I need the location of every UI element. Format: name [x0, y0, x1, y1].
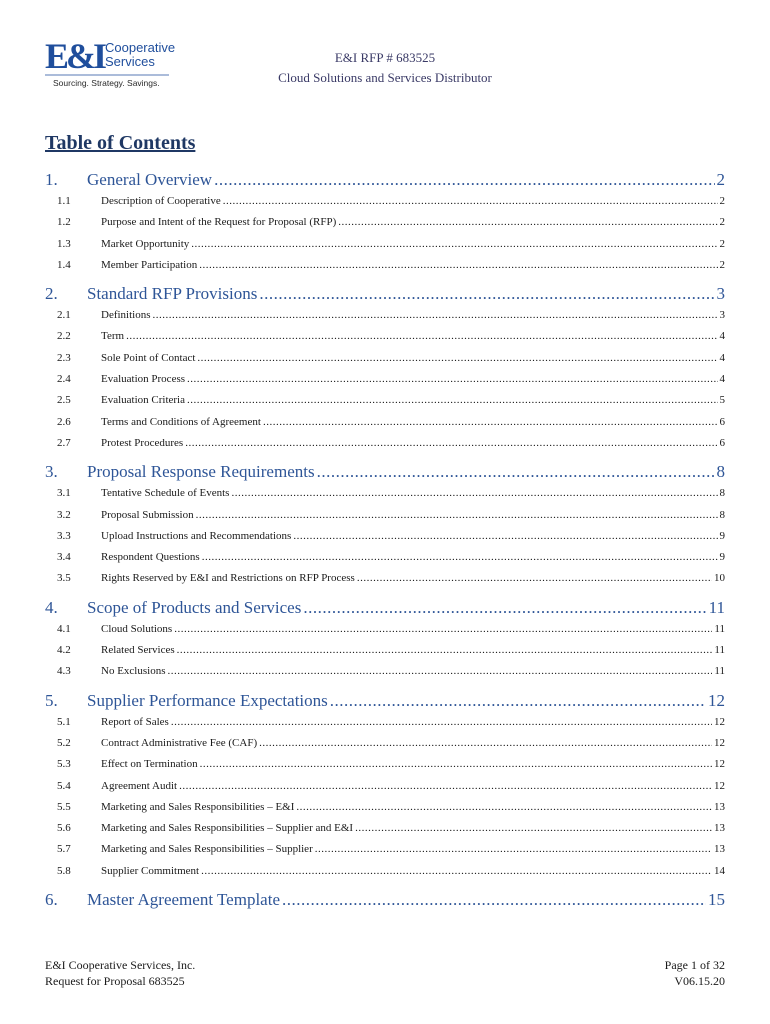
- toc-dot-leader: [355, 822, 712, 834]
- toc-section-entry[interactable]: [45, 462, 725, 487]
- toc-subsection-page: 12: [714, 779, 725, 792]
- logo-tagline: Sourcing. Strategy. Savings.: [53, 78, 160, 88]
- toc-subsection-number: 5.6: [57, 822, 71, 835]
- toc-section-title: Master Agreement Template: [87, 890, 280, 910]
- toc-subsection-entry[interactable]: [45, 309, 725, 330]
- toc-dot-leader: [296, 801, 712, 813]
- toc-subsection-number: 3.5: [57, 572, 71, 585]
- toc-subsection-page: 11: [714, 644, 725, 657]
- toc-subsection-entry[interactable]: [45, 758, 725, 779]
- toc-subsection-page: 13: [714, 822, 725, 835]
- toc-subsection-title: Rights Reserved by E&I and Restrictions on RFP Process: [101, 572, 355, 585]
- toc-subsection-number: 5.1: [57, 715, 71, 728]
- toc-dot-leader: [179, 780, 712, 792]
- toc-subsection-title: Member Participation: [101, 258, 198, 271]
- toc-dot-leader: [185, 437, 717, 449]
- toc-subsection-page: 4: [719, 351, 725, 364]
- rfp-number: E&I RFP # 683525: [334, 50, 436, 65]
- toc-subsection-title: No Exclusions: [101, 665, 166, 678]
- toc-subsection-page: 12: [714, 736, 725, 749]
- toc-section-page: 8: [716, 462, 725, 482]
- toc-subsection-title: Tentative Schedule of Events: [101, 487, 230, 500]
- toc-subsection-entry[interactable]: [45, 530, 725, 551]
- toc-section-entry[interactable]: [45, 284, 725, 309]
- toc-dot-leader: [357, 572, 712, 584]
- toc-subsection-page: 14: [714, 864, 725, 877]
- toc-section-page: 15: [708, 890, 725, 910]
- toc-subsection-entry[interactable]: [45, 437, 725, 458]
- toc-section-number: 2.: [45, 284, 58, 304]
- toc-section-title: Scope of Products and Services: [87, 597, 302, 617]
- toc-subsection-number: 5.5: [57, 800, 71, 813]
- footer-left: [45, 957, 195, 989]
- toc-dot-leader: [171, 716, 712, 728]
- toc-subsection-title: Report of Sales: [101, 715, 169, 728]
- toc-subsection-title: Evaluation Process: [101, 373, 186, 386]
- toc-subsection-title: Marketing and Sales Responsibilities – Supplier: [101, 843, 313, 856]
- toc-subsection-title: Terms and Conditions of Agreement: [101, 415, 261, 428]
- toc-section-page: 11: [708, 597, 725, 617]
- toc-subsection-title: Term: [101, 330, 125, 343]
- toc-subsection-entry[interactable]: [45, 780, 725, 801]
- toc-dot-leader: [231, 487, 717, 499]
- toc-subsection-entry[interactable]: [45, 665, 725, 686]
- toc-subsection-entry[interactable]: [45, 195, 725, 216]
- toc-subsection-title: Marketing and Sales Responsibilities – Supplier and E&I: [101, 822, 354, 835]
- logo-line1: Cooperative: [105, 40, 175, 55]
- toc-section-entry[interactable]: [45, 691, 725, 716]
- toc-subsection-entry[interactable]: [45, 843, 725, 864]
- toc-dot-leader: [293, 530, 717, 542]
- toc-subsection-entry[interactable]: [45, 259, 725, 280]
- document-header: [200, 48, 570, 88]
- logo-line2: Services: [105, 54, 155, 69]
- toc-section-entry[interactable]: [45, 598, 725, 623]
- toc-dot-leader: [200, 758, 712, 770]
- toc-subsection-page: 12: [714, 715, 725, 728]
- toc-section-number: 1.: [45, 170, 58, 189]
- toc-subsection-page: 2: [719, 237, 725, 250]
- toc-subsection-entry[interactable]: [45, 801, 725, 822]
- toc-subsection-entry[interactable]: [45, 373, 725, 394]
- toc-subsection-page: 4: [719, 330, 725, 343]
- toc-subsection-number: 4.3: [57, 665, 71, 678]
- toc-subsection-page: 4: [719, 373, 725, 386]
- toc-dot-leader: [223, 195, 718, 207]
- toc-subsection-number: 2.6: [57, 415, 71, 428]
- toc-subsection-entry[interactable]: [45, 572, 725, 593]
- toc-subsection-number: 3.4: [57, 551, 71, 564]
- toc-subsection-entry[interactable]: [45, 238, 725, 259]
- toc-section-number: 3.: [45, 462, 58, 482]
- toc-subsection-title: Effect on Termination: [101, 758, 198, 771]
- toc-subsection-page: 9: [719, 529, 725, 542]
- toc-dot-leader: [196, 509, 718, 521]
- toc-dot-leader: [197, 352, 717, 364]
- toc-subsection-entry[interactable]: [45, 330, 725, 351]
- toc-dot-leader: [259, 284, 714, 304]
- toc-subsection-number: 5.8: [57, 864, 71, 877]
- company-logo: [45, 34, 175, 92]
- toc-subsection-page: 13: [714, 800, 725, 813]
- toc-section-page: 12: [708, 690, 725, 710]
- toc-subsection-title: Proposal Submission: [101, 508, 194, 521]
- toc-section-entry[interactable]: [45, 890, 725, 915]
- toc-dot-leader: [199, 259, 717, 271]
- toc-subsection-entry[interactable]: [45, 394, 725, 415]
- toc-dot-leader: [317, 462, 715, 482]
- toc-dot-leader: [315, 843, 712, 855]
- toc-section-entry[interactable]: [45, 170, 725, 195]
- toc-section-page: 3: [716, 284, 725, 304]
- toc-subsection-entry[interactable]: [45, 352, 725, 373]
- toc-section-title: General Overview: [87, 170, 213, 189]
- footer-rfp: Request for Proposal 683525: [45, 974, 185, 988]
- toc-subsection-number: 2.2: [57, 330, 71, 343]
- toc-subsection-entry[interactable]: [45, 716, 725, 737]
- toc-subsection-entry[interactable]: [45, 509, 725, 530]
- toc-dot-leader: [282, 890, 706, 910]
- toc-subsection-number: 4.2: [57, 644, 71, 657]
- toc-dot-leader: [303, 598, 706, 618]
- toc-dot-leader: [187, 394, 718, 406]
- toc-subsection-number: 2.1: [57, 309, 71, 322]
- toc-subsection-title: Related Services: [101, 644, 175, 657]
- toc-subsection-entry[interactable]: [45, 865, 725, 886]
- toc-subsection-title: Purpose and Intent of the Request for Proposal (RFP): [101, 216, 337, 229]
- toc-subsection-title: Protest Procedures: [101, 436, 184, 449]
- toc-subsection-page: 11: [714, 622, 725, 635]
- footer-right: [665, 957, 725, 989]
- toc-subsection-number: 5.7: [57, 843, 71, 856]
- toc-subsection-page: 9: [719, 551, 725, 564]
- toc-dot-leader: [202, 551, 718, 563]
- toc-subsection-number: 5.4: [57, 779, 71, 792]
- toc-subsection-number: 4.1: [57, 622, 71, 635]
- toc-subsection-page: 8: [719, 487, 725, 500]
- toc-subsection-title: Agreement Audit: [101, 779, 178, 792]
- toc-subsection-entry[interactable]: [45, 551, 725, 572]
- toc-subsection-page: 5: [719, 394, 725, 407]
- toc-subsection-number: 1.1: [57, 195, 71, 207]
- toc-subsection-page: 2: [719, 195, 725, 207]
- toc-dot-leader: [259, 737, 712, 749]
- toc-subsection-page: 6: [719, 436, 725, 449]
- toc-subsection-title: Respondent Questions: [101, 551, 200, 564]
- toc-subsection-entry[interactable]: [45, 644, 725, 665]
- toc-section-number: 6.: [45, 890, 58, 910]
- toc-subsection-page: 10: [714, 572, 725, 585]
- toc-subsection-page: 11: [714, 665, 725, 678]
- toc-subsection-title: Upload Instructions and Recommendations: [101, 529, 292, 542]
- toc-subsection-page: 3: [719, 309, 725, 322]
- toc-subsection-number: 3.1: [57, 487, 71, 500]
- toc-dot-leader: [153, 309, 718, 321]
- footer-company: E&I Cooperative Services, Inc.: [45, 958, 196, 972]
- toc-dot-leader: [177, 644, 713, 656]
- toc-subsection-page: 13: [714, 843, 725, 856]
- toc-subsection-entry[interactable]: [45, 822, 725, 843]
- table-of-contents: [45, 166, 725, 915]
- toc-subsection-entry[interactable]: [45, 623, 725, 644]
- toc-subsection-title: Contract Administrative Fee (CAF): [101, 736, 258, 749]
- toc-subsection-entry[interactable]: [45, 416, 725, 437]
- toc-subsection-title: Evaluation Criteria: [101, 394, 185, 407]
- toc-subsection-page: 8: [719, 508, 725, 521]
- toc-title: Table of Contents: [45, 132, 196, 154]
- rfp-subtitle: Cloud Solutions and Services Distributor: [278, 70, 492, 85]
- toc-dot-leader: [167, 665, 712, 677]
- toc-section-title: Proposal Response Requirements: [87, 462, 315, 482]
- toc-section-number: 4.: [45, 597, 58, 617]
- toc-subsection-number: 1.2: [57, 216, 71, 229]
- toc-dot-leader: [191, 238, 717, 250]
- toc-subsection-page: 2: [719, 258, 725, 271]
- footer-page-number: Page 1 of 32: [664, 958, 725, 972]
- toc-subsection-number: 5.3: [57, 758, 71, 771]
- toc-section-number: 5.: [45, 690, 58, 710]
- toc-subsection-number: 2.7: [57, 436, 71, 449]
- toc-subsection-number: 2.5: [57, 394, 71, 407]
- toc-dot-leader: [126, 330, 717, 342]
- toc-subsection-number: 3.2: [57, 508, 71, 521]
- toc-subsection-number: 2.4: [57, 373, 71, 386]
- toc-subsection-page: 6: [719, 415, 725, 428]
- toc-subsection-title: Market Opportunity: [101, 237, 190, 250]
- toc-subsection-page: 2: [719, 216, 725, 229]
- toc-subsection-title: Supplier Commitment: [101, 864, 200, 877]
- footer-version: V06.15.20: [674, 974, 725, 988]
- toc-dot-leader: [174, 623, 712, 635]
- toc-subsection-title: Marketing and Sales Responsibilities – E&I: [101, 800, 295, 813]
- toc-subsection-number: 3.3: [57, 529, 71, 542]
- toc-section-page: 2: [716, 170, 725, 189]
- toc-subsection-title: Sole Point of Contact: [101, 351, 196, 364]
- toc-dot-leader: [214, 170, 714, 190]
- toc-dot-leader: [187, 373, 717, 385]
- toc-dot-leader: [263, 416, 718, 428]
- logo-mark: E&I: [45, 36, 105, 76]
- toc-dot-leader: [201, 865, 712, 877]
- toc-dot-leader: [338, 216, 717, 228]
- toc-dot-leader: [330, 691, 706, 711]
- toc-subsection-title: Cloud Solutions: [101, 622, 173, 635]
- toc-subsection-entry[interactable]: [45, 487, 725, 508]
- toc-section-title: Standard RFP Provisions: [87, 284, 258, 304]
- toc-section-title: Supplier Performance Expectations: [87, 690, 328, 710]
- toc-subsection-title: Description of Cooperative: [101, 195, 221, 207]
- toc-subsection-number: 1.4: [57, 258, 71, 271]
- toc-subsection-page: 12: [714, 758, 725, 771]
- toc-subsection-number: 2.3: [57, 351, 71, 364]
- toc-subsection-entry[interactable]: [45, 216, 725, 237]
- toc-subsection-number: 1.3: [57, 237, 71, 250]
- toc-subsection-title: Definitions: [101, 309, 151, 322]
- toc-subsection-entry[interactable]: [45, 737, 725, 758]
- toc-subsection-number: 5.2: [57, 736, 71, 749]
